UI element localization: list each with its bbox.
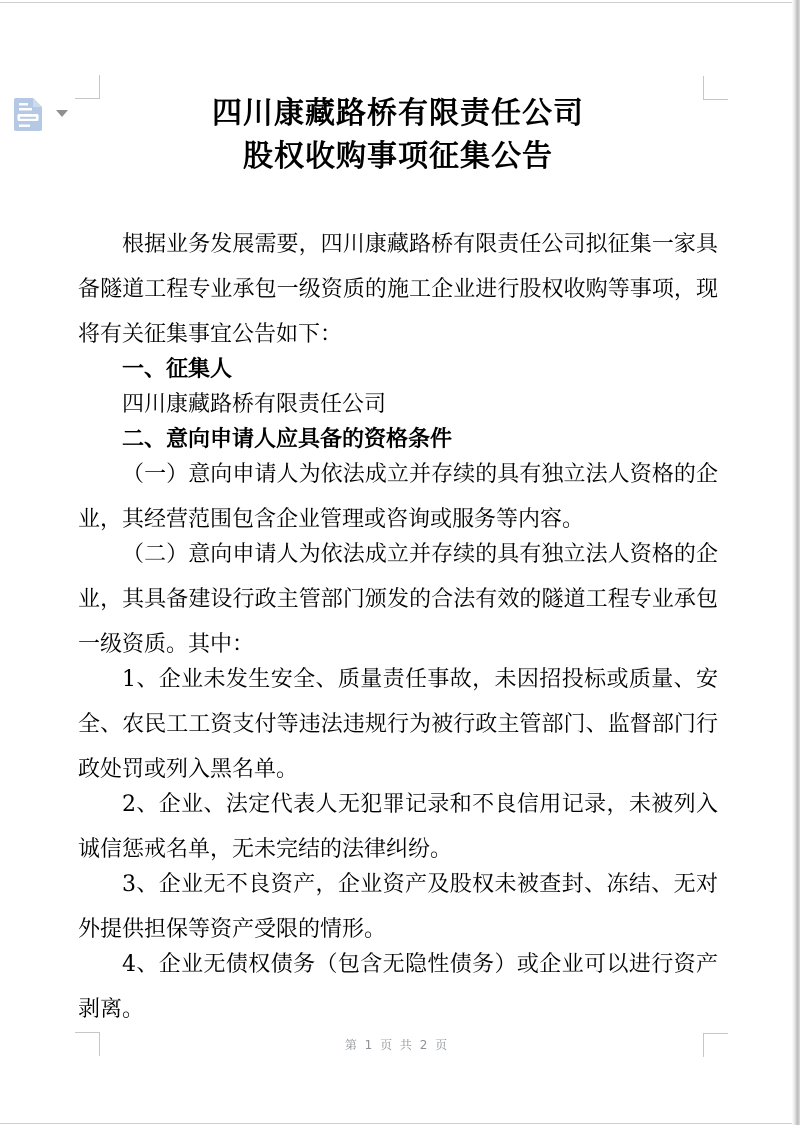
document-body	[78, 222, 718, 1032]
document-title-line1: 四川康藏路桥有限责任公司	[212, 96, 584, 131]
paragraph-condition-item-4: 4、企业无债权债务（包含无隐性债务）或企业可以进行资产剥离。	[78, 952, 718, 1022]
document-title	[78, 92, 718, 178]
page-top-border	[0, 2, 794, 3]
paste-options-icon[interactable]	[14, 95, 44, 137]
paragraph-condition-item-3: 3、企业无不良资产，企业资产及股权未被查封、冻结、无对外提供担保等资产受限的情形。	[78, 872, 718, 942]
paragraph-condition-1: （一）意向申请人为依法成立并存续的具有独立法人资格的企业，其经营范围包含企业管理或咨询或服务等内容。	[78, 462, 718, 532]
paste-options-button[interactable]	[14, 95, 68, 137]
chevron-down-icon[interactable]	[56, 110, 68, 117]
document-title-line2: 股权收购事项征集公告	[243, 139, 553, 174]
document-content	[78, 92, 718, 1032]
page-right-edge-shadow	[792, 0, 800, 1125]
section-heading-1: 一、征集人	[122, 357, 233, 382]
paragraph-condition-2: （二）意向申请人为依法成立并存续的具有独立法人资格的企业，其具备建设行政主管部门颁发的合法有效的隧道工程专业承包一级资质。其中：	[78, 542, 718, 657]
section-heading-2: 二、意向申请人应具备的资格条件	[122, 427, 453, 452]
paragraph-intro: 根据业务发展需要，四川康藏路桥有限责任公司拟征集一家具备隧道工程专业承包一级资质的施工企业进行股权收购等事项，现将有关征集事宜公告如下：	[78, 232, 718, 347]
paragraph-condition-item-2: 2、企业、法定代表人无犯罪记录和不良信用记录，未被列入诚信惩戒名单，无未完结的法律纠纷。	[78, 792, 718, 862]
paragraph-condition-item-1: 1、企业未发生安全、质量责任事故，未因招投标或质量、安全、农民工工资支付等违法违规行为被行政主管部门、监督部门行政处罚或列入黑名单。	[78, 667, 718, 782]
page-number-indicator: 第 1 页 共 2 页	[344, 1038, 450, 1052]
paragraph-company-name: 四川康藏路桥有限责任公司	[122, 392, 387, 417]
page-bottom-border	[0, 1123, 794, 1124]
